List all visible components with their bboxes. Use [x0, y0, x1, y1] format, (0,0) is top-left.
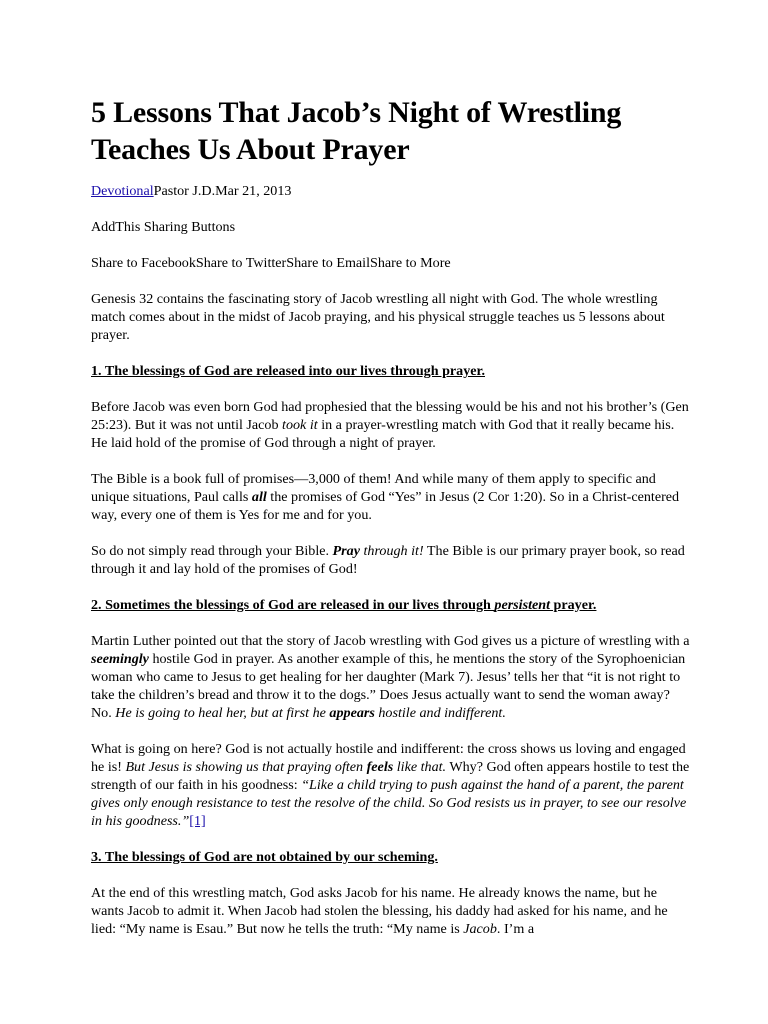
text-run: Before Jacob was even born God had prophesied that the blessing would be his and not his brother’s (Gen 25:23). But it was not until Jacob: [91, 399, 689, 433]
lesson-2-paragraph-1: [91, 632, 691, 722]
footnote-link[interactable]: [1]: [189, 813, 206, 829]
emphasis: But Jesus is showing us that praying often: [125, 759, 367, 775]
share-facebook-link[interactable]: Share to Facebook: [91, 255, 196, 271]
text-run: The Bible is a book full of promises—3,000 of them! And while many of them apply to specific and unique situations, Paul calls: [91, 471, 656, 505]
emphasis: seemingly: [91, 651, 149, 667]
article-title: 5 Lessons That Jacob’s Night of Wrestling Teaches Us About Prayer: [91, 96, 622, 166]
lesson-3-heading: 3. The blessings of God are not obtained by our scheming.: [91, 849, 438, 865]
emphasis: persistent: [494, 597, 550, 613]
text-run: What is going on here? God is not actually hostile and indifferent: the cross shows us loving and engaged he is!: [91, 741, 686, 775]
lesson-1-paragraph-1: [91, 398, 691, 452]
article-body: [91, 182, 691, 956]
emphasis: all: [251, 489, 267, 505]
text-run: prayer.: [550, 597, 597, 613]
emphasis: Jacob: [463, 921, 497, 937]
share-email-link[interactable]: Share to Email: [286, 255, 371, 271]
lesson-1-paragraph-2: [91, 470, 691, 524]
emphasis: Pray: [332, 543, 360, 559]
emphasis: like that.: [393, 759, 447, 775]
quote: “Like a child trying to push against the hand of a parent, the parent gives only enough resistance to test the resolve of the child. So God resists us in prayer, to see our resolve in his goodness.”: [91, 777, 687, 829]
text-run: So do not simply read through your Bible.: [91, 543, 333, 559]
text-run: Why? God often appears hostile to test the strength of our faith in his goodness:: [91, 759, 690, 793]
text-run: the promises of God “Yes” in Jesus (2 Cor 1:20). So in a Christ-centered way, every one of them is Yes for me and for you.: [91, 489, 680, 523]
text-run: At the end of this wrestling match, God asks Jacob for his name. He already knows the name, but he wants Jacob to admit it. When Jacob had stolen the blessing, his daddy had asked for his name, and he lied: “My name is Esau.” But now he tells the truth: “My name is: [91, 885, 668, 937]
emphasis: appears: [329, 705, 375, 721]
share-more-link[interactable]: Share to More: [370, 255, 451, 271]
lesson-1-heading: 1. The blessings of God are released into our lives through prayer.: [91, 363, 486, 379]
emphasis: took it: [282, 417, 318, 433]
article-meta: [91, 182, 691, 272]
text-run: The Bible is our primary prayer book, so read through it and lay hold of the promises of God!: [91, 543, 685, 577]
lesson-2-paragraph-2: [91, 740, 691, 830]
text-run: 2. Sometimes the blessings of God are released in our lives through: [91, 597, 495, 613]
category-link[interactable]: Devotional: [91, 183, 154, 199]
share-twitter-link[interactable]: Share to Twitter: [195, 255, 287, 271]
share-links: [91, 254, 691, 272]
text-run: . I’m a: [496, 921, 535, 937]
byline-line: [91, 182, 691, 200]
text-run: hostile God in prayer. As another example of this, he mentions the story of the Syrophoenician woman who came to Jesus to get healing for her daughter (Mark 7). Jesus’ tells her that “it is not right to take the children’s bread and throw it to the dogs.” Does Jesus actually want to send the woman away? No.: [91, 651, 686, 721]
text-run: in a prayer-wrestling match with God that it really became his. He laid hold of the promise of God through a night of prayer.: [91, 417, 675, 451]
emphasis: through it!: [359, 543, 424, 559]
byline: Pastor J.D.Mar 21, 2013: [153, 183, 292, 199]
sharing-label: AddThis Sharing Buttons: [91, 219, 236, 235]
emphasis: He is going to heal her, but at first he: [115, 705, 330, 721]
emphasis: hostile and indifferent.: [374, 705, 506, 721]
lesson-2-heading: [91, 596, 691, 614]
lesson-1-paragraph-3: [91, 542, 691, 578]
intro-paragraph: Genesis 32 contains the fascinating story of Jacob wrestling all night with God. The whole wrestling match comes about in the midst of Jacob praying, and his physical struggle teaches us 5 lessons about prayer.: [91, 291, 665, 343]
emphasis: feels: [366, 759, 394, 775]
lesson-3-paragraph-1: [91, 884, 691, 938]
text-run: Martin Luther pointed out that the story of Jacob wrestling with God gives us a picture of wrestling with a: [91, 633, 690, 649]
